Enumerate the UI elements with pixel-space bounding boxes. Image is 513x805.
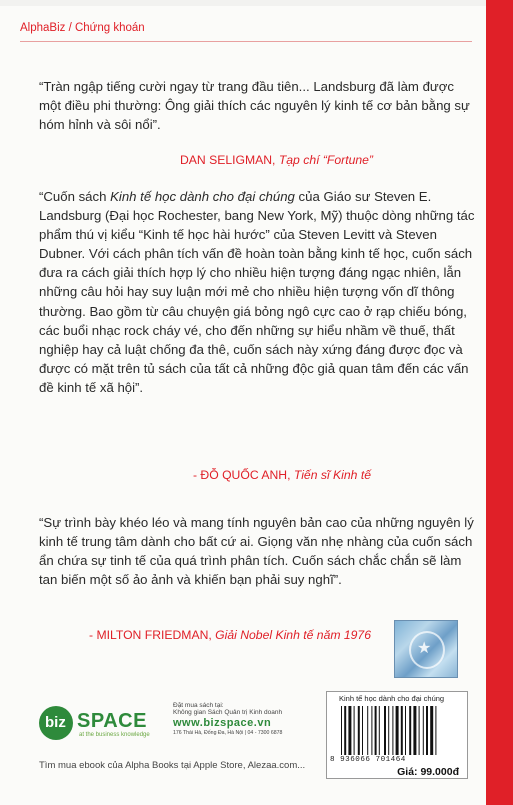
quote-text-before: “Cuốn sách	[39, 189, 111, 204]
red-spine-band	[486, 0, 513, 805]
barcode-bar	[392, 706, 393, 755]
quote-text-after: của Giáo sư Steven E. Landsburg (Đại học Rochester, bang New York, Mỹ) thuộc dòng những tác phẩm thú vị kiểu “Kinh tế học hài hước” của Steven Levitt và Steven Dubner. Với cách phân tích vấn đề hoàn toàn bằng kinh tế học, cuốn sách đưa ra cách giải thích hợp lý cho nhiều hiện tượng đáng ngạc nhiên, lẫn những câu hỏi hay suy luận mới mẻ cho nhiều hiện tượng vốn dĩ thông thường. Bao gồm từ câu chuyện giá bỏng ngô cực cao ở rạp chiếu bóng, các buổi nhạc rock cháy vé, cho đến những sự hiểu nhầm về thuế, thất nghiệp hay cả luật chống đa thê, cuốn sách này xứng đáng được đọc và được có mặt trên tủ sách của tất cả những độc giả quan tâm đến các vấn đề kinh tế xã hội”.	[39, 189, 475, 395]
attribution-seligman	[180, 153, 373, 167]
barcode-bar	[435, 706, 436, 755]
barcode-bar	[344, 706, 346, 755]
website-link[interactable]: www.bizspace.vn	[173, 717, 272, 729]
barcode-bar	[375, 706, 377, 755]
barcode-label	[326, 691, 468, 779]
barcode-bar	[367, 706, 368, 755]
barcode-bar	[379, 706, 380, 755]
barcode-bar	[396, 706, 399, 755]
barcode-bar	[371, 706, 372, 755]
barcode-bar	[401, 706, 403, 755]
attribution-friedman	[89, 628, 371, 642]
attribution-author: - MILTON FRIEDMAN,	[89, 628, 212, 642]
category-header: AlphaBiz / Chứng khoán	[20, 22, 145, 34]
barcode-bar	[419, 706, 420, 755]
header-divider	[20, 41, 472, 42]
book-title-italic: Kinh tế học dành cho đại chúng	[110, 189, 295, 204]
hologram-sticker	[394, 620, 458, 678]
barcode-bar	[341, 706, 342, 755]
barcode-bar	[423, 706, 424, 755]
barcode-icon	[341, 706, 457, 755]
order-place: Không gian Sách Quản trị Kinh doanh	[173, 709, 283, 716]
barcode-bar	[388, 706, 389, 755]
barcode-bar	[409, 706, 411, 755]
quote-do-quoc-anh	[39, 187, 475, 397]
barcode-bar	[430, 706, 433, 755]
star-icon: ★	[417, 640, 432, 657]
logo-biz-text: biz	[45, 714, 66, 731]
barcode-bar	[348, 706, 351, 755]
attribution-role: Tạp chí “Fortune”	[275, 153, 373, 167]
attribution-role: Giải Nobel Kinh tế năm 1976	[211, 628, 371, 642]
bizspace-logo	[39, 706, 161, 742]
order-label: Đặt mua sách tại:	[173, 702, 224, 709]
barcode-bar	[405, 706, 406, 755]
quote-friedman: “Sự trình bày khéo léo và mang tính nguyên bản cao của những nguyên lý kinh tế trung tâm dành cho bất cứ ai. Giọng văn nhẹ nhàng của cuốn sách ẩn chứa sự tinh tế của quá trình phân tích. Cuốn sách chắc chắn sẽ làm tan biến một số ảo ảnh và khiến bạn phải suy nghĩ”.	[39, 515, 474, 588]
attribution-author: DAN SELIGMAN,	[179, 153, 276, 167]
attribution-author: - ĐỖ QUỐC ANH,	[192, 468, 291, 482]
barcode-bar	[362, 706, 363, 755]
barcode-bar	[426, 706, 428, 755]
logo-space-text: SPACE	[77, 710, 147, 732]
attribution-do-quoc-anh	[193, 468, 371, 482]
logo-tagline: at the business knowledge	[79, 732, 150, 738]
attribution-role: Tiến sĩ Kinh tế	[290, 468, 371, 482]
quote-seligman: “Tràn ngập tiếng cười ngay từ trang đầu tiên... Landsburg đã làm được một điều phi thường: Ông giải thích các nguyên lý kinh tế cơ bản bằng sự hóm hỉnh và sôi nổi”.	[39, 79, 470, 133]
order-info	[173, 702, 282, 736]
barcode-bar	[413, 706, 416, 755]
barcode-bar	[358, 706, 360, 755]
barcode-book-title: Kinh tế học dành cho đại chúng	[339, 694, 445, 703]
ebook-note: Tìm mua ebook của Alpha Books tại Apple Store, Alezaa.com...	[39, 760, 306, 771]
barcode-bar	[354, 706, 355, 755]
barcode-number: 8 936066 701464	[330, 756, 406, 764]
publisher-address: 176 Thái Hà, Đống Đa, Hà Nội | 04 - 7300 6878	[173, 730, 283, 736]
price-label: Giá: 99.000đ	[397, 766, 459, 778]
barcode-bar	[384, 706, 386, 755]
top-edge	[0, 0, 513, 6]
